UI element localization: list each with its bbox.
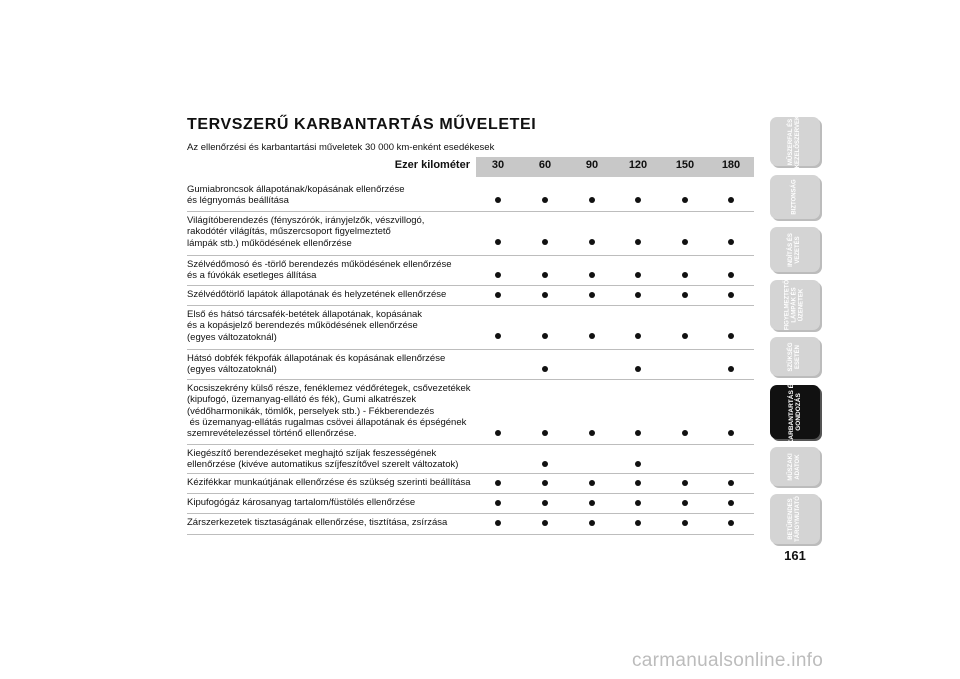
row-text-line: Szélvédőtörlő lapátok állapotának és helyzetének ellenőrzése bbox=[187, 289, 447, 300]
chapter-tab-label bbox=[785, 280, 806, 330]
row-description bbox=[187, 289, 479, 300]
row-text-line: Világítóberendezés (fényszórók, irányjelzők, vészvillogó, bbox=[187, 215, 425, 226]
km-header-60: 60 bbox=[538, 159, 552, 171]
service-mark-60 bbox=[542, 461, 548, 467]
row-text-line: lámpák stb.) működésének ellenőrzése bbox=[187, 237, 352, 249]
chapter-tab[interactable] bbox=[770, 494, 820, 544]
chapter-tab-line: BETŰRENDES bbox=[788, 498, 794, 540]
page-number: 161 bbox=[784, 548, 806, 563]
service-mark-180 bbox=[728, 430, 734, 436]
service-mark-120 bbox=[635, 500, 641, 506]
chapter-tab-label bbox=[788, 453, 802, 480]
table-row bbox=[187, 474, 754, 494]
service-mark-150 bbox=[682, 480, 688, 486]
row-text-line: (kipufogó, üzemanyag-ellátó és fék), Gumi alkatrészek bbox=[187, 394, 417, 406]
table-row bbox=[187, 514, 754, 535]
service-mark-60 bbox=[542, 500, 548, 506]
km-header-120: 120 bbox=[628, 159, 648, 171]
row-text-line: rakodótér világítás, műszercsoport figyelmeztető bbox=[187, 226, 391, 238]
chapter-tab-line: KARBANTARTÁS ÉS bbox=[788, 379, 795, 445]
row-description bbox=[187, 259, 479, 282]
chapter-tab-label bbox=[788, 233, 802, 267]
row-description bbox=[187, 383, 479, 439]
km-header-label: Ezer kilométer bbox=[394, 159, 470, 171]
row-text-line: ellenőrzése (kivéve automatikus szíjfeszítővel szerelt változatok) bbox=[187, 459, 459, 471]
service-mark-180 bbox=[728, 480, 734, 486]
table-row bbox=[187, 212, 754, 256]
service-mark-150 bbox=[682, 500, 688, 506]
row-text-line: Hátsó dobfék fékpofák állapotának és kopásának ellenőrzése bbox=[187, 353, 446, 364]
row-text-line: és üzemanyag-ellátás rugalmas csövei állapotának és épségének bbox=[187, 416, 467, 428]
row-text-line: (egyes változatoknál) bbox=[187, 364, 277, 376]
service-mark-120 bbox=[635, 430, 641, 436]
service-mark-30 bbox=[495, 520, 501, 526]
chapter-tab-line: SZÜKSÉG bbox=[788, 341, 794, 372]
table-row bbox=[187, 256, 754, 286]
row-description bbox=[187, 309, 479, 343]
row-text-line: Kocsiszekrény külső része, fenéklemez védőrétegek, csővezetékek bbox=[187, 383, 471, 394]
page-subtitle: Az ellenőrzési és karbantartási műveletek 30 000 km-enként esedékesek bbox=[187, 142, 495, 153]
service-mark-120 bbox=[635, 461, 641, 467]
chapter-tab-line: INDÍTÁS ÉS bbox=[788, 232, 794, 267]
chapter-tab-line: MŰSZAKI bbox=[788, 452, 794, 481]
row-description bbox=[187, 497, 479, 508]
service-mark-30 bbox=[495, 239, 501, 245]
row-description bbox=[187, 215, 479, 249]
chapter-tab-label bbox=[788, 115, 802, 168]
chapter-tab-line: GONDOZÁS bbox=[795, 393, 802, 431]
row-text-line: (egyes változatoknál) bbox=[187, 331, 277, 343]
chapter-tab-line: FIGYELMEZTETŐ bbox=[784, 279, 791, 331]
service-mark-150 bbox=[682, 520, 688, 526]
service-mark-30 bbox=[495, 197, 501, 203]
chapter-tab-label bbox=[788, 342, 802, 371]
service-mark-60 bbox=[542, 292, 548, 298]
row-text-line: Kézifékkar munkaútjának ellenőrzése és szükség szerinti beállítása bbox=[187, 477, 471, 488]
row-text-line: és a fúvókák esetleges állítása bbox=[187, 270, 317, 282]
row-text-line: Zárszerkezetek tisztaságának ellenőrzése, tisztítása, zsírzása bbox=[187, 517, 448, 528]
row-text-line: Gumiabroncsok állapotának/kopásának ellenőrzése bbox=[187, 184, 405, 195]
service-mark-30 bbox=[495, 333, 501, 339]
chapter-tab[interactable] bbox=[770, 117, 820, 166]
service-mark-180 bbox=[728, 197, 734, 203]
service-mark-90 bbox=[589, 500, 595, 506]
row-description bbox=[187, 477, 479, 488]
table-row bbox=[187, 306, 754, 350]
table-row bbox=[187, 494, 754, 514]
service-mark-90 bbox=[589, 520, 595, 526]
page-title: TERVSZERŰ KARBANTARTÁS MŰVELETEI bbox=[187, 116, 537, 133]
chapter-tab[interactable] bbox=[770, 175, 820, 219]
service-mark-150 bbox=[682, 197, 688, 203]
service-mark-150 bbox=[682, 333, 688, 339]
chapter-tab[interactable] bbox=[770, 227, 820, 272]
service-mark-120 bbox=[635, 366, 641, 372]
row-description bbox=[187, 353, 479, 376]
row-description bbox=[187, 517, 479, 528]
km-header-30: 30 bbox=[491, 159, 505, 171]
service-mark-30 bbox=[495, 272, 501, 278]
service-mark-150 bbox=[682, 430, 688, 436]
table-row bbox=[187, 181, 754, 212]
km-header-150: 150 bbox=[675, 159, 695, 171]
chapter-tab[interactable] bbox=[770, 379, 820, 445]
chapter-tab[interactable] bbox=[770, 447, 820, 486]
km-header-90: 90 bbox=[585, 159, 599, 171]
row-description bbox=[187, 448, 479, 471]
service-mark-90 bbox=[589, 430, 595, 436]
chapter-tab-line: MŰSZERFAL ÉS bbox=[788, 118, 794, 165]
service-mark-180 bbox=[728, 292, 734, 298]
chapter-tab-line: ADATOK bbox=[795, 453, 801, 480]
table-row bbox=[187, 380, 754, 445]
service-mark-180 bbox=[728, 239, 734, 245]
service-mark-90 bbox=[589, 480, 595, 486]
service-mark-90 bbox=[589, 292, 595, 298]
service-mark-120 bbox=[635, 520, 641, 526]
row-text-line: Kiegészítő berendezéseket meghajtó szíjak feszességének bbox=[187, 448, 437, 459]
service-mark-120 bbox=[635, 480, 641, 486]
watermark: carmanualsonline.info bbox=[632, 650, 824, 671]
service-mark-150 bbox=[682, 292, 688, 298]
service-mark-120 bbox=[635, 333, 641, 339]
row-text-line: (védőharmonikák, tömlők, perselyek stb.) - Fékberendezés bbox=[187, 405, 435, 417]
chapter-tab-line: KEZELŐSZERVEK bbox=[795, 115, 801, 168]
service-mark-60 bbox=[542, 520, 548, 526]
service-mark-60 bbox=[542, 239, 548, 245]
service-mark-180 bbox=[728, 333, 734, 339]
row-text-line: és a kopásjelző berendezés működésének ellenőrzése bbox=[187, 320, 418, 332]
service-mark-60 bbox=[542, 272, 548, 278]
service-mark-30 bbox=[495, 480, 501, 486]
chapter-tab-line: ESETÉN bbox=[795, 344, 801, 369]
service-mark-60 bbox=[542, 480, 548, 486]
service-mark-120 bbox=[635, 197, 641, 203]
table-row bbox=[187, 445, 754, 474]
service-mark-180 bbox=[728, 272, 734, 278]
service-mark-120 bbox=[635, 272, 641, 278]
service-mark-180 bbox=[728, 500, 734, 506]
row-text-line: Első és hátsó tárcsafék-betétek állapotának, kopásának bbox=[187, 309, 423, 320]
service-mark-120 bbox=[635, 239, 641, 245]
chapter-tab[interactable] bbox=[770, 337, 820, 376]
service-mark-90 bbox=[589, 239, 595, 245]
chapter-tab-label bbox=[792, 179, 799, 214]
row-text-line: Kipufogógáz károsanyag tartalom/füstölés ellenőrzése bbox=[187, 497, 416, 508]
service-mark-90 bbox=[589, 272, 595, 278]
table-row bbox=[187, 286, 754, 306]
service-mark-60 bbox=[542, 197, 548, 203]
service-mark-180 bbox=[728, 366, 734, 372]
service-mark-150 bbox=[682, 239, 688, 245]
row-text-line: szemrevételezéssel történő ellenőrzése. bbox=[187, 428, 357, 440]
row-text-line: és légnyomás beállítása bbox=[187, 195, 289, 207]
service-mark-60 bbox=[542, 366, 548, 372]
service-mark-90 bbox=[589, 197, 595, 203]
service-mark-30 bbox=[495, 292, 501, 298]
chapter-tab-line: TÁRGYMUTATÓ bbox=[795, 496, 801, 542]
table-row bbox=[187, 350, 754, 380]
chapter-tab[interactable] bbox=[770, 280, 820, 330]
service-mark-180 bbox=[728, 520, 734, 526]
chapter-tab-line: LÁMPÁK ÉS bbox=[791, 287, 798, 323]
service-mark-30 bbox=[495, 500, 501, 506]
km-header-180: 180 bbox=[721, 159, 741, 171]
service-mark-30 bbox=[495, 430, 501, 436]
service-mark-150 bbox=[682, 272, 688, 278]
service-mark-90 bbox=[589, 333, 595, 339]
service-mark-60 bbox=[542, 430, 548, 436]
chapter-tab-line: VEZETÉS bbox=[795, 235, 801, 264]
chapter-tab-label bbox=[788, 496, 802, 542]
service-mark-120 bbox=[635, 292, 641, 298]
row-text-line: Szélvédőmosó és -törlő berendezés működésének ellenőrzése bbox=[187, 259, 452, 270]
chapter-tab-label bbox=[788, 380, 802, 445]
chapter-tab-line: BIZTONSÁG bbox=[791, 179, 798, 215]
service-mark-60 bbox=[542, 333, 548, 339]
row-description bbox=[187, 184, 479, 207]
chapter-tab-line: ÜZENETEK bbox=[798, 288, 805, 322]
